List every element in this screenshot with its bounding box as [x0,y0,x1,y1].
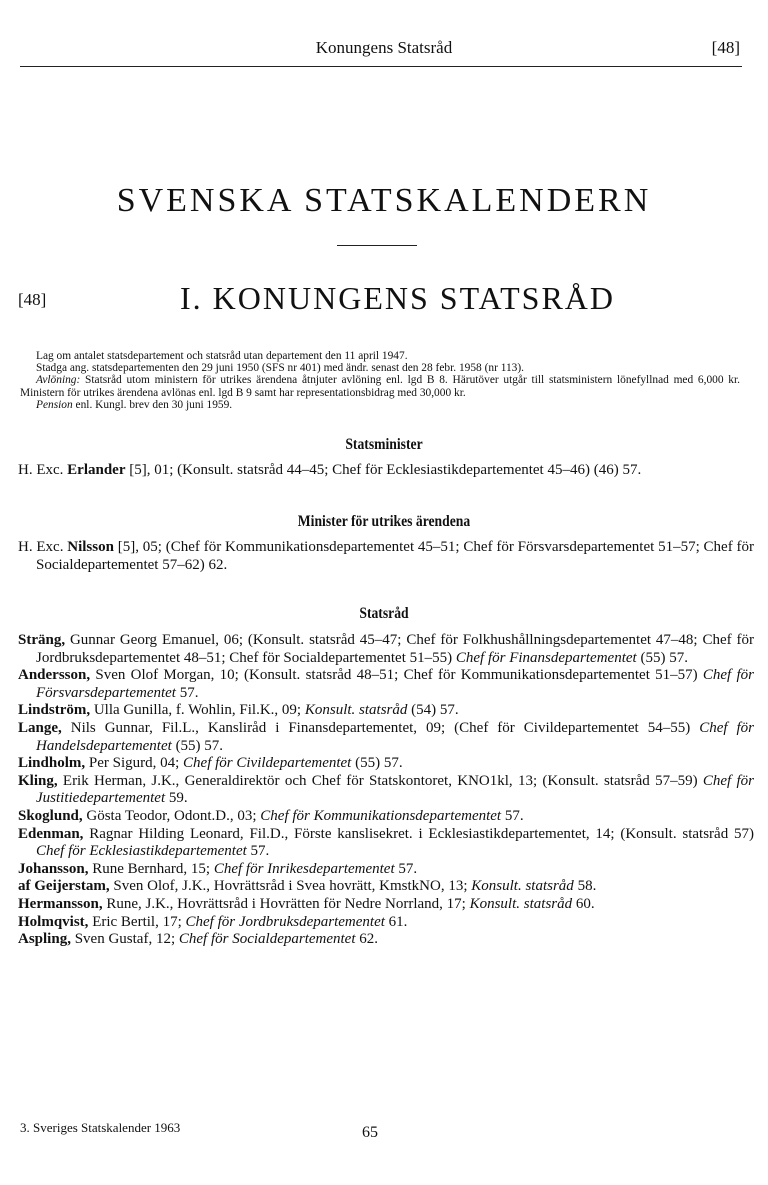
entry-tail: 58. [573,878,597,895]
entry-italic: Chef för Försvarsdepartementet [36,667,754,701]
entry-tail: 57. [394,860,418,877]
entry-text: Ulla Gunilla, f. Wohlin, Fil.K., 09; [90,702,305,719]
entry-text: Per Sigurd, 04; [85,755,184,772]
entry-text: [5], 01; (Konsult. statsråd 44–45; Chef för Ecklesiastikdepartementet 45–46) (46) 57. [125,462,642,478]
entry-text: Sven Olof Morgan, 10; (Konsult. statsråd 48–51; Chef för Kommunikationsdepartementet 51–57) [90,667,703,684]
entry-tail: 61. [384,913,408,930]
entry-tail: (54) 57. [407,702,459,719]
entry-tail: 62. [355,931,379,948]
entry-text: Sven Gustaf, 12; [70,931,179,948]
list-item [18,931,754,949]
entry-name: Aspling, [18,931,71,948]
entry-tail: (55) 57. [636,649,688,666]
entry-text: [5], 05; (Chef för Kommunikationsdepartementet 45–51; Chef för Försvarsdepartementet 51–57; Chef för Socialdepartementet 57–62) 62. [36,539,755,573]
section-notes [20,350,740,411]
entry-text: Eric Bertil, 17; [88,913,186,930]
entry-italic: Chef för Justitiedepartementet [36,772,754,807]
footer-page-number: 65 [362,1124,378,1141]
entry-italic: Chef för Finansdepartementet [455,649,637,666]
entry-tail: (55) 57. [351,755,403,772]
entry-prefix: H. Exc. [18,462,68,478]
note-pension-text: enl. Kungl. brev den 30 juni 1959. [72,398,233,411]
list-item [18,914,754,932]
statsrad-list [0,632,768,949]
running-page-number: [48] [711,38,740,57]
header-rule [20,66,742,67]
footer-volume-label: 3. Sveriges Statskalender 1963 [20,1120,181,1135]
document-title: SVENSKA STATSKALENDERN [116,182,652,219]
list-item [18,808,754,826]
entry-name: Johansson, [18,860,89,877]
entry-name: Hermansson, [18,895,103,912]
heading-utrikes: Minister för utrikes ärendena [297,513,471,530]
note-law: Lag om antalet statsdepartement och statsråd utan departement den 11 april 1947. [36,350,408,362]
entry-tail: (55) 57. [171,737,224,754]
entry-italic: Konsult. statsråd [471,878,574,895]
list-item [18,702,754,720]
entry-name: Andersson, [18,667,91,684]
entry-italic: Chef för Inrikesdepartementet [213,860,395,877]
entry-name: Lindholm, [18,755,86,772]
entry-italic: Konsult. statsråd [304,702,408,719]
entry-text: Sven Olof, J.K., Hovrättsråd i Svea hovrätt, KmstkNO, 13; [109,878,472,895]
entry-name: Erlander [67,462,126,478]
entry-italic: Chef för Handelsdepartementet [36,719,754,754]
list-item [18,632,754,667]
heading-statsrad: Statsråd [359,605,409,622]
entry-name: Holmqvist, [18,913,89,930]
entry-tail: 57. [246,843,270,860]
entry-name: af Geijerstam, [18,878,110,895]
note-salary-label: Avlöning: [36,374,81,387]
entry-tail: 60. [572,895,595,912]
entry-name: Kling, [18,772,58,789]
section-number: [48] [18,290,47,309]
entry-text: Rune, J.K., Hovrättsråd i Hovrätten för Nedre Norrland, 17; [102,895,470,912]
entry-text: Gunnar Georg Emanuel, 06; (Konsult. statsråd 45–47; Chef för Folkhushållningsdepartementet 47–48; Chef för Jordbruksdepartementet 48–51; Chef för Socialdepartementet 51–55) [36,632,754,666]
note-statute: Stadga ang. statsdepartementen den 29 juni 1950 (SFS nr 401) med ändr. senast den 28 febr. 1958 (nr 113). [36,362,525,375]
entry-text: Erik Herman, J.K., Generaldirektör och Chef för Statskontoret, KNO1kl, 13; (Konsult. statsråd 57–59) [57,772,703,789]
entry-prefix: H. Exc. [18,539,68,555]
entry-italic: Chef för Ecklesiastikdepartementet [36,843,247,860]
entry-statsminister [18,462,754,480]
list-item [18,773,754,808]
entry-tail: 57. [501,807,524,824]
list-item [18,878,754,896]
entry-name: Nilsson [67,539,114,555]
list-item [18,720,754,755]
list-item [18,755,754,773]
list-item [18,896,754,914]
note-salary-text: Statsråd utom ministern för utrikes ärendena åtnjuter avlöning enl. lgd B 8. Härutöver utgår till statsministern lönefyllnad med 6,000 kr. Ministern för utrikes ärendena avlönas enl. lgd B 9 samt har representationsbidrag med 30,000 kr. [20,374,740,399]
heading-statsminister: Statsminister [345,436,423,453]
note-pension [20,399,740,411]
entry-text: Nils Gunnar, Fil.L., Kansliråd i Finansdepartementet, 09; (Chef för Civildepartementet 54–55) [61,719,700,736]
entry-text: Rune Bernhard, 15; [88,860,214,877]
title-rule [337,245,417,246]
entry-tail: 59. [165,790,188,807]
entry-tail: 57. [175,684,199,701]
entry-name: Sträng, [18,632,66,648]
list-item [18,826,754,861]
entry-utrikes [18,539,754,574]
entry-italic: Konsult. statsråd [469,895,573,912]
entry-italic: Chef för Socialdepartementet [178,931,356,948]
entry-italic: Chef för Civildepartementet [183,755,352,772]
entry-text: Gösta Teodor, Odont.D., 03; [82,807,261,824]
list-item [18,861,754,879]
entry-name: Lindström, [18,702,91,719]
entry-name: Edenman, [18,825,84,842]
entry-italic: Chef för Kommunikationsdepartementet [260,807,502,824]
running-title: Konungens Statsråd [315,38,453,57]
entry-name: Skoglund, [18,807,83,824]
list-item [18,667,754,702]
entry-text: Ragnar Hilding Leonard, Fil.D., Förste kanslisekret. i Ecklesiastikdepartementet, 14; (Konsult. statsråd 57) [83,825,754,842]
entry-italic: Chef för Jordbruksdepartementet [185,913,385,930]
note-pension-label: Pension [36,398,73,411]
entry-name: Lange, [18,719,62,736]
note-salary [20,374,740,398]
section-title: I. KONUNGENS STATSRÅD [180,280,616,316]
